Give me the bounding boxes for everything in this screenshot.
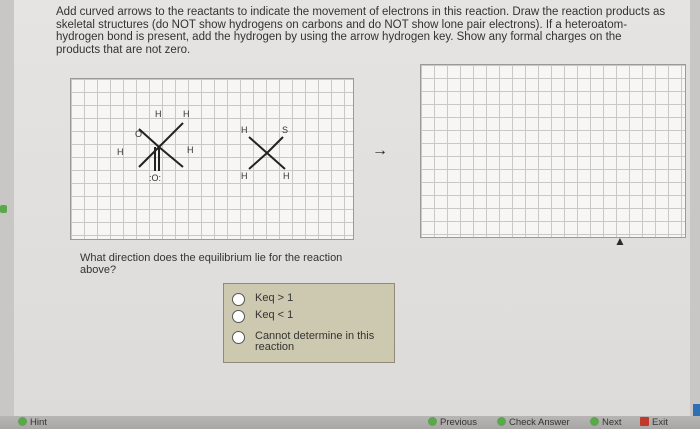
mol1-o-top: O — [135, 129, 143, 139]
hint-label: Hint — [30, 417, 47, 428]
mol2-h-topleft: H — [241, 125, 248, 135]
bottom-toolbar — [0, 416, 700, 429]
equilibrium-options — [223, 283, 395, 363]
mol2-h-botleft: H — [241, 171, 248, 181]
equilibrium-question: What direction does the equilibrium lie for the reaction above? — [80, 252, 343, 276]
next-icon — [590, 417, 599, 426]
previous-label: Previous — [440, 417, 477, 428]
mol2-s: S — [282, 125, 289, 135]
mol1-h-top1: H — [155, 109, 162, 119]
check-answer-label: Check Answer — [509, 417, 570, 428]
hint-button[interactable] — [18, 417, 47, 428]
next-button[interactable] — [590, 417, 622, 428]
scroll-indicator[interactable] — [693, 404, 700, 416]
reactant-structures — [71, 79, 353, 239]
option-keq-less[interactable] — [232, 310, 375, 323]
option-keq-greater[interactable] — [232, 293, 375, 306]
check-answer-icon — [497, 417, 506, 426]
radio-keq-less[interactable] — [232, 310, 245, 323]
exit-icon — [640, 417, 649, 426]
mol2-h-botright: H — [283, 171, 290, 181]
exit-label: Exit — [652, 417, 668, 428]
mol1-h-right: H — [187, 145, 194, 155]
reaction-arrow: → — [372, 142, 388, 159]
mouse-cursor-icon: ▲ — [614, 234, 626, 248]
option-label: Keq < 1 — [255, 309, 294, 321]
page-marker-icon — [0, 205, 7, 213]
instructions-text: Add curved arrows to the reactants to indicate the movement of electrons in this reaction. Draw the reaction products as skeletal structures (do NOT show hydrogens on carbons and do NOT show lone pair electrons). If a heteroatom-hydrogen bond is present, add the hydrogen by using the arrow hydrogen key. Show any formal charges on the products that are not zero. — [56, 6, 666, 56]
mol1-h-top2: H — [183, 109, 190, 119]
next-label: Next — [602, 417, 622, 428]
question-page — [14, 0, 690, 418]
exit-button[interactable] — [640, 417, 668, 428]
mol1-h-left: H — [117, 147, 124, 157]
molecule-1-bonds — [139, 123, 183, 171]
previous-icon — [428, 417, 437, 426]
check-answer-button[interactable] — [497, 417, 570, 428]
radio-keq-greater[interactable] — [232, 293, 245, 306]
hint-icon — [18, 417, 27, 426]
option-label: Keq > 1 — [255, 292, 294, 304]
product-drawing-grid[interactable] — [420, 64, 686, 238]
radio-cannot-determine[interactable] — [232, 331, 245, 344]
option-label: Cannot determine in this reaction — [255, 330, 375, 353]
molecule-2-bonds — [249, 137, 285, 169]
mol1-o-bottom: :O: — [149, 173, 162, 183]
option-cannot-determine[interactable] — [232, 331, 375, 353]
previous-button[interactable] — [428, 417, 477, 428]
reactant-drawing-grid[interactable] — [70, 78, 354, 240]
